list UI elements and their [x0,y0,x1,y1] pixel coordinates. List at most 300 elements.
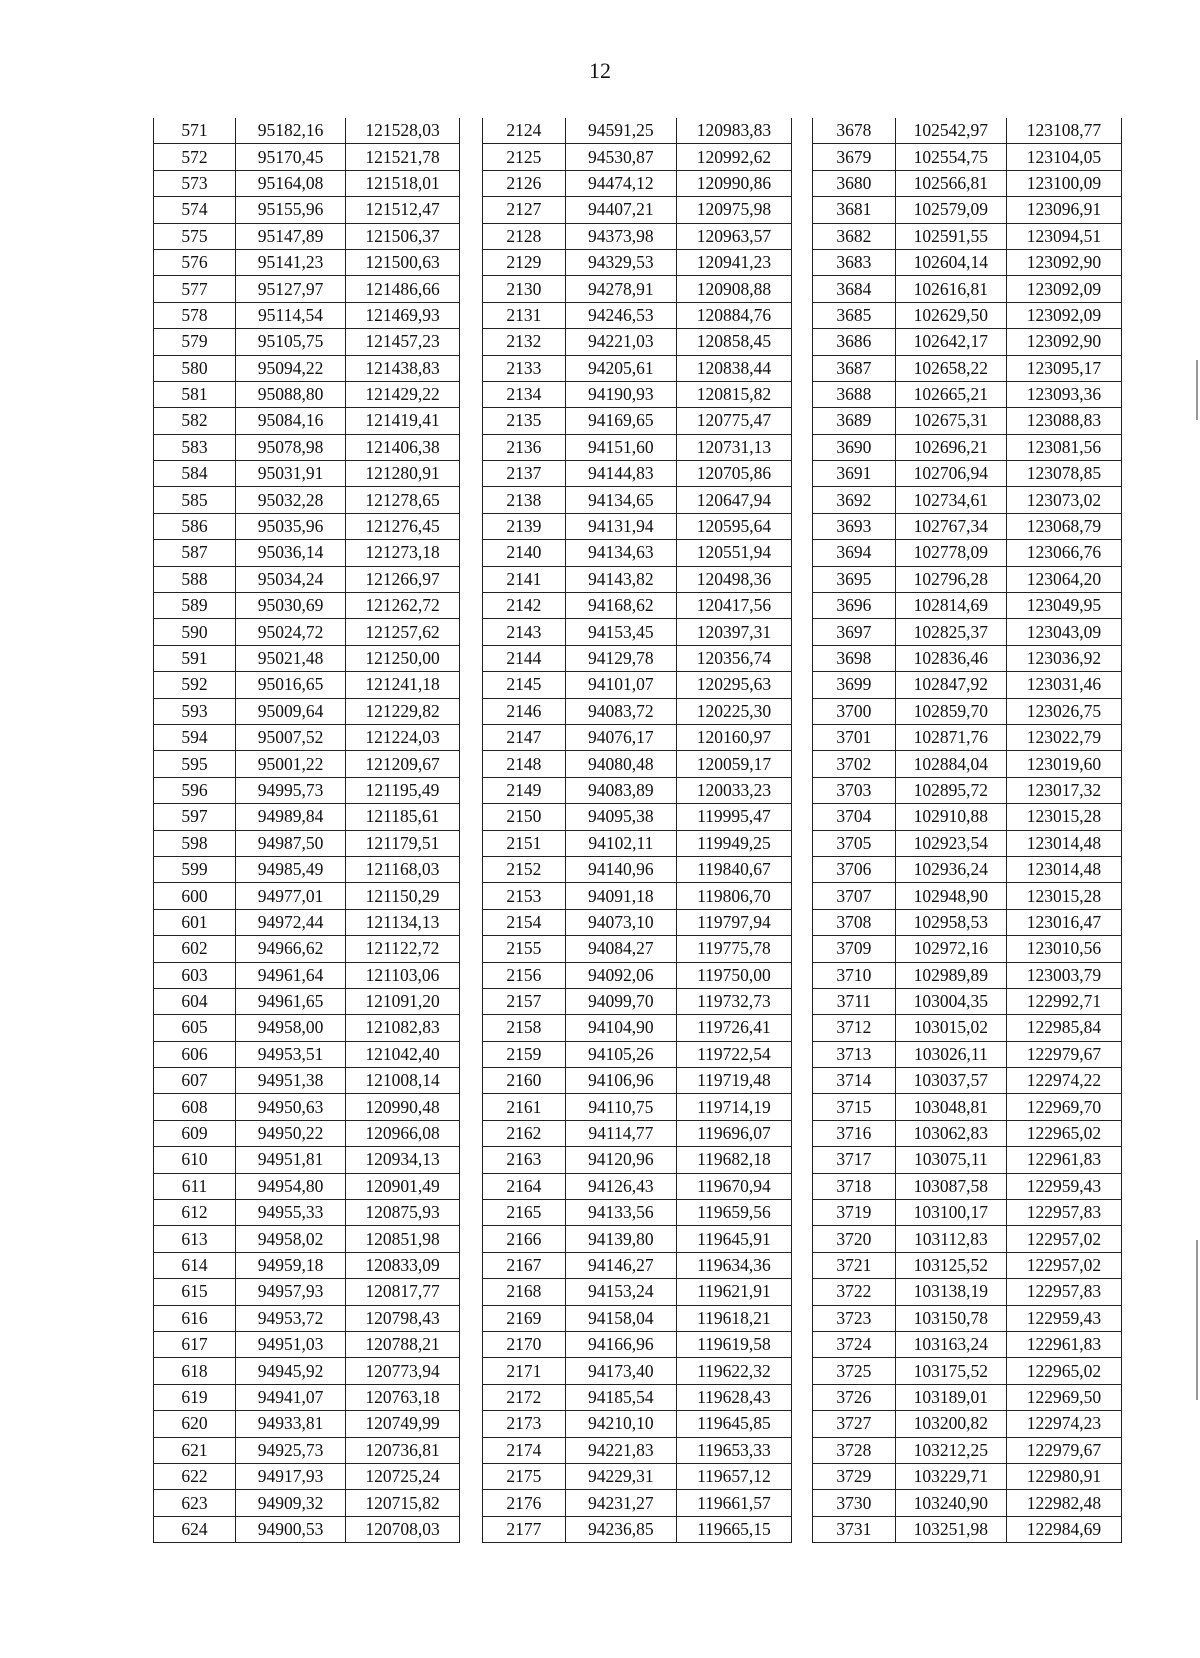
y-coordinate: 120851,98 [346,1226,460,1252]
table-row [154,197,460,223]
table-row [154,1411,460,1437]
y-coordinate: 123068,79 [1006,513,1121,539]
x-coordinate: 102936,24 [895,856,1006,882]
point-number: 2167 [483,1252,566,1278]
point-number: 3710 [813,962,896,988]
x-coordinate: 94950,22 [236,1120,346,1146]
y-coordinate: 120773,94 [346,1358,460,1384]
x-coordinate: 102923,54 [895,830,1006,856]
point-number: 2163 [483,1147,566,1173]
y-coordinate: 120990,86 [676,170,791,196]
table-row [154,988,460,1014]
table-row [813,461,1122,487]
x-coordinate: 102675,31 [895,408,1006,434]
y-coordinate: 120975,98 [676,197,791,223]
x-coordinate: 94073,10 [565,909,676,935]
y-coordinate: 120798,43 [346,1305,460,1331]
point-number: 2141 [483,566,566,592]
y-coordinate: 122979,67 [1006,1437,1121,1463]
table-row [483,988,792,1014]
x-coordinate: 103004,35 [895,988,1006,1014]
x-coordinate: 94185,54 [565,1384,676,1410]
table-row [813,883,1122,909]
y-coordinate: 121506,37 [346,223,460,249]
x-coordinate: 94953,51 [236,1041,346,1067]
x-coordinate: 95016,65 [236,672,346,698]
x-coordinate: 94373,98 [565,223,676,249]
y-coordinate: 123073,02 [1006,487,1121,513]
point-number: 578 [154,302,236,328]
table-row [813,170,1122,196]
table-row [483,302,792,328]
point-number: 3729 [813,1463,896,1489]
table-row [154,1252,460,1278]
table-row [154,487,460,513]
y-coordinate: 121406,38 [346,434,460,460]
y-coordinate: 122959,43 [1006,1305,1121,1331]
y-coordinate: 123017,32 [1006,777,1121,803]
y-coordinate: 120838,44 [676,355,791,381]
y-coordinate: 123108,77 [1006,118,1121,144]
point-number: 3688 [813,381,896,407]
y-coordinate: 121042,40 [346,1041,460,1067]
x-coordinate: 95141,23 [236,249,346,275]
point-number: 3686 [813,329,896,355]
table-row [483,1252,792,1278]
table-row [154,724,460,750]
table-row [154,1173,460,1199]
point-number: 597 [154,804,236,830]
point-number: 3720 [813,1226,896,1252]
x-coordinate: 102948,90 [895,883,1006,909]
y-coordinate: 123015,28 [1006,883,1121,909]
point-number: 3715 [813,1094,896,1120]
y-coordinate: 121262,72 [346,593,460,619]
y-coordinate: 121266,97 [346,566,460,592]
point-number: 2162 [483,1120,566,1146]
y-coordinate: 123019,60 [1006,751,1121,777]
y-coordinate: 120990,48 [346,1094,460,1120]
table-row [154,1226,460,1252]
table-row [813,1331,1122,1357]
x-coordinate: 102972,16 [895,936,1006,962]
x-coordinate: 102629,50 [895,302,1006,328]
x-coordinate: 94120,96 [565,1147,676,1173]
y-coordinate: 122985,84 [1006,1015,1121,1041]
point-number: 610 [154,1147,236,1173]
x-coordinate: 94909,32 [236,1490,346,1516]
point-number: 2174 [483,1437,566,1463]
y-coordinate: 120908,88 [676,276,791,302]
y-coordinate: 123014,48 [1006,856,1121,882]
point-number: 3727 [813,1411,896,1437]
x-coordinate: 103026,11 [895,1041,1006,1067]
x-coordinate: 103251,98 [895,1516,1006,1542]
x-coordinate: 94076,17 [565,724,676,750]
y-coordinate: 121008,14 [346,1068,460,1094]
x-coordinate: 94140,96 [565,856,676,882]
x-coordinate: 94133,56 [565,1200,676,1226]
point-number: 2157 [483,988,566,1014]
y-coordinate: 121469,93 [346,302,460,328]
point-number: 2170 [483,1331,566,1357]
y-coordinate: 120875,93 [346,1200,460,1226]
table-row [154,276,460,302]
point-number: 589 [154,593,236,619]
scan-edge-line [1196,1240,1198,1400]
table-row [813,962,1122,988]
x-coordinate: 94950,63 [236,1094,346,1120]
table-row [813,936,1122,962]
y-coordinate: 120884,76 [676,302,791,328]
point-number: 3712 [813,1015,896,1041]
point-number: 2128 [483,223,566,249]
x-coordinate: 94134,65 [565,487,676,513]
y-coordinate: 120966,08 [346,1120,460,1146]
point-number: 3681 [813,197,896,223]
y-coordinate: 121457,23 [346,329,460,355]
coordinate-table-3 [812,118,1122,1543]
table-row [483,329,792,355]
table-row [813,856,1122,882]
y-coordinate: 123093,36 [1006,381,1121,407]
table-row [813,1358,1122,1384]
x-coordinate: 94143,82 [565,566,676,592]
table-row [813,1094,1122,1120]
x-coordinate: 94144,83 [565,461,676,487]
point-number: 2124 [483,118,566,144]
y-coordinate: 120498,36 [676,566,791,592]
x-coordinate: 103189,01 [895,1384,1006,1410]
y-coordinate: 121179,51 [346,830,460,856]
table-row [483,381,792,407]
point-number: 592 [154,672,236,698]
y-coordinate: 120417,56 [676,593,791,619]
table-row [813,593,1122,619]
y-coordinate: 120225,30 [676,698,791,724]
y-coordinate: 120708,03 [346,1516,460,1542]
y-coordinate: 119726,41 [676,1015,791,1041]
x-coordinate: 94900,53 [236,1516,346,1542]
x-coordinate: 95021,48 [236,645,346,671]
y-coordinate: 123104,05 [1006,144,1121,170]
table-row [483,804,792,830]
x-coordinate: 94917,93 [236,1463,346,1489]
x-coordinate: 95032,28 [236,487,346,513]
point-number: 3728 [813,1437,896,1463]
y-coordinate: 119719,48 [676,1068,791,1094]
x-coordinate: 102814,69 [895,593,1006,619]
table-row [483,883,792,909]
x-coordinate: 94153,45 [565,619,676,645]
y-coordinate: 121209,67 [346,751,460,777]
point-number: 3707 [813,883,896,909]
point-number: 601 [154,909,236,935]
table-row [154,381,460,407]
point-number: 590 [154,619,236,645]
point-number: 2165 [483,1200,566,1226]
table-row [483,962,792,988]
x-coordinate: 94977,01 [236,883,346,909]
table-row [154,698,460,724]
table-row [813,566,1122,592]
y-coordinate: 119628,43 [676,1384,791,1410]
x-coordinate: 95024,72 [236,619,346,645]
y-coordinate: 120647,94 [676,487,791,513]
table-row [483,856,792,882]
y-coordinate: 123092,09 [1006,276,1121,302]
point-number: 3722 [813,1279,896,1305]
table-row [154,1358,460,1384]
point-number: 588 [154,566,236,592]
x-coordinate: 102542,97 [895,118,1006,144]
table-row [483,777,792,803]
table-row [483,1200,792,1226]
y-coordinate: 120901,49 [346,1173,460,1199]
table-row [154,513,460,539]
point-number: 2176 [483,1490,566,1516]
x-coordinate: 94221,03 [565,329,676,355]
y-coordinate: 123003,79 [1006,962,1121,988]
point-number: 607 [154,1068,236,1094]
table-row [154,883,460,909]
y-coordinate: 120775,47 [676,408,791,434]
table-row [483,461,792,487]
y-coordinate: 123095,17 [1006,355,1121,381]
table-row [483,1384,792,1410]
table-row [483,936,792,962]
point-number: 3719 [813,1200,896,1226]
y-coordinate: 120059,17 [676,751,791,777]
point-number: 574 [154,197,236,223]
table-row [154,962,460,988]
table-row [483,1437,792,1463]
point-number: 594 [154,724,236,750]
x-coordinate: 94084,27 [565,936,676,962]
point-number: 605 [154,1015,236,1041]
point-number: 2135 [483,408,566,434]
y-coordinate: 123015,28 [1006,804,1121,830]
table-row [154,329,460,355]
point-number: 3679 [813,144,896,170]
x-coordinate: 102895,72 [895,777,1006,803]
table-row [154,672,460,698]
x-coordinate: 94933,81 [236,1411,346,1437]
x-coordinate: 103200,82 [895,1411,1006,1437]
x-coordinate: 102796,28 [895,566,1006,592]
x-coordinate: 95147,89 [236,223,346,249]
x-coordinate: 94221,83 [565,1437,676,1463]
y-coordinate: 120356,74 [676,645,791,671]
point-number: 616 [154,1305,236,1331]
y-coordinate: 122974,22 [1006,1068,1121,1094]
table-row [483,1463,792,1489]
table-row [813,1015,1122,1041]
table-row [154,1041,460,1067]
point-number: 2125 [483,144,566,170]
x-coordinate: 95031,91 [236,461,346,487]
point-number: 2177 [483,1516,566,1542]
table-row [813,329,1122,355]
x-coordinate: 94080,48 [565,751,676,777]
point-number: 2129 [483,249,566,275]
y-coordinate: 121512,47 [346,197,460,223]
y-coordinate: 119619,58 [676,1331,791,1357]
point-number: 2164 [483,1173,566,1199]
point-number: 581 [154,381,236,407]
y-coordinate: 121276,45 [346,513,460,539]
point-number: 2150 [483,804,566,830]
y-coordinate: 120788,21 [346,1331,460,1357]
x-coordinate: 95035,96 [236,513,346,539]
point-number: 3703 [813,777,896,803]
y-coordinate: 120736,81 [346,1437,460,1463]
y-coordinate: 122965,02 [1006,1120,1121,1146]
point-number: 3689 [813,408,896,434]
point-number: 2166 [483,1226,566,1252]
y-coordinate: 121257,62 [346,619,460,645]
y-coordinate: 119806,70 [676,883,791,909]
point-number: 2139 [483,513,566,539]
point-number: 598 [154,830,236,856]
point-number: 602 [154,936,236,962]
table-row [813,487,1122,513]
point-number: 2153 [483,883,566,909]
point-number: 2158 [483,1015,566,1041]
table-row [813,197,1122,223]
table-row [813,1411,1122,1437]
x-coordinate: 102566,81 [895,170,1006,196]
x-coordinate: 103075,11 [895,1147,1006,1173]
table-row [154,355,460,381]
x-coordinate: 94961,65 [236,988,346,1014]
x-coordinate: 94236,85 [565,1516,676,1542]
x-coordinate: 94166,96 [565,1331,676,1357]
point-number: 2156 [483,962,566,988]
x-coordinate: 103240,90 [895,1490,1006,1516]
y-coordinate: 119949,25 [676,830,791,856]
point-number: 3698 [813,645,896,671]
table-row [483,698,792,724]
x-coordinate: 94985,49 [236,856,346,882]
y-coordinate: 120595,64 [676,513,791,539]
x-coordinate: 94104,90 [565,1015,676,1041]
point-number: 2155 [483,936,566,962]
x-coordinate: 102989,89 [895,962,1006,988]
table-row [154,619,460,645]
y-coordinate: 120983,83 [676,118,791,144]
x-coordinate: 102859,70 [895,698,1006,724]
y-coordinate: 121521,78 [346,144,460,170]
y-coordinate: 121438,83 [346,355,460,381]
x-coordinate: 103048,81 [895,1094,1006,1120]
table-row [813,1305,1122,1331]
point-number: 571 [154,118,236,144]
x-coordinate: 94110,75 [565,1094,676,1120]
x-coordinate: 103229,71 [895,1463,1006,1489]
x-coordinate: 94158,04 [565,1305,676,1331]
y-coordinate: 120715,82 [346,1490,460,1516]
x-coordinate: 94925,73 [236,1437,346,1463]
y-coordinate: 119634,36 [676,1252,791,1278]
table-row [483,1147,792,1173]
x-coordinate: 94407,21 [565,197,676,223]
y-coordinate: 119722,54 [676,1041,791,1067]
point-number: 2151 [483,830,566,856]
point-number: 2152 [483,856,566,882]
point-number: 3717 [813,1147,896,1173]
table-row [154,1490,460,1516]
table-row [154,645,460,671]
point-number: 3713 [813,1041,896,1067]
y-coordinate: 121185,61 [346,804,460,830]
point-number: 3709 [813,936,896,962]
x-coordinate: 103175,52 [895,1358,1006,1384]
table-row [154,170,460,196]
y-coordinate: 121224,03 [346,724,460,750]
table-row [154,804,460,830]
x-coordinate: 95182,16 [236,118,346,144]
x-coordinate: 94530,87 [565,144,676,170]
point-number: 599 [154,856,236,882]
point-number: 3706 [813,856,896,882]
point-number: 3696 [813,593,896,619]
y-coordinate: 121500,63 [346,249,460,275]
y-coordinate: 122961,83 [1006,1331,1121,1357]
y-coordinate: 120749,99 [346,1411,460,1437]
x-coordinate: 94169,65 [565,408,676,434]
y-coordinate: 119995,47 [676,804,791,830]
point-number: 2169 [483,1305,566,1331]
x-coordinate: 95078,98 [236,434,346,460]
table-row [154,434,460,460]
y-coordinate: 119682,18 [676,1147,791,1173]
table-row [154,1279,460,1305]
point-number: 575 [154,223,236,249]
y-coordinate: 121103,06 [346,962,460,988]
x-coordinate: 94951,38 [236,1068,346,1094]
point-number: 606 [154,1041,236,1067]
x-coordinate: 94987,50 [236,830,346,856]
x-coordinate: 102778,09 [895,540,1006,566]
point-number: 618 [154,1358,236,1384]
point-number: 2133 [483,355,566,381]
x-coordinate: 94129,78 [565,645,676,671]
x-coordinate: 94951,81 [236,1147,346,1173]
point-number: 2137 [483,461,566,487]
y-coordinate: 120705,86 [676,461,791,487]
x-coordinate: 94105,26 [565,1041,676,1067]
table-row [813,540,1122,566]
table-row [483,1015,792,1041]
y-coordinate: 120160,97 [676,724,791,750]
y-coordinate: 119797,94 [676,909,791,935]
point-number: 3678 [813,118,896,144]
table-row [483,249,792,275]
x-coordinate: 95030,69 [236,593,346,619]
point-number: 3695 [813,566,896,592]
x-coordinate: 94231,27 [565,1490,676,1516]
table-row [154,936,460,962]
x-coordinate: 95036,14 [236,540,346,566]
point-number: 585 [154,487,236,513]
table-row [483,408,792,434]
table-row [483,1490,792,1516]
y-coordinate: 119696,07 [676,1120,791,1146]
point-number: 3704 [813,804,896,830]
table-row [813,118,1122,144]
page-number: 12 [589,58,611,83]
